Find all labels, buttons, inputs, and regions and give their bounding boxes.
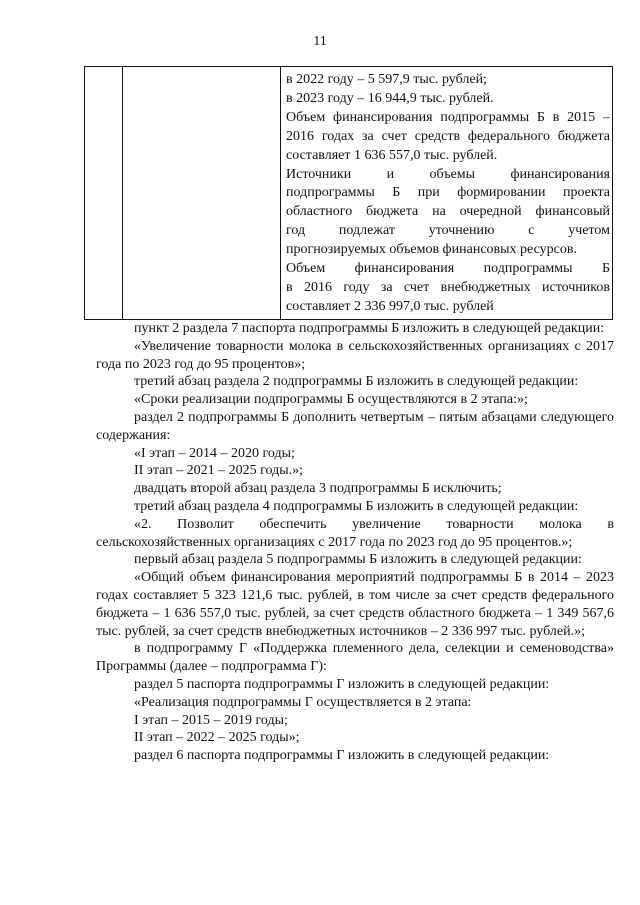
table-line: в 2022 году – 5 597,9 тыс. рублей; — [286, 72, 487, 87]
table-line: год подлежат уточнению с учетом — [286, 223, 610, 239]
paragraph: «I этап – 2014 – 2020 годы; — [134, 445, 295, 461]
paragraph: II этап – 2022 – 2025 годы»; — [134, 730, 300, 746]
table-cell-number — [85, 67, 123, 320]
passport-table — [84, 66, 613, 320]
paragraph: в подпрограмму Г «Поддержка племенного дела, селекции и семеноводства» Программы (далее – подпрограмма Г): — [96, 641, 614, 675]
paragraph: раздел 2 подпрограммы Б дополнить четвертым – пятым абзацами следующего содержания: — [96, 409, 614, 443]
table-line: составляет 2 336 997,0 тыс. рублей — [286, 298, 494, 314]
paragraph: «Реализация подпрограммы Г осуществляется в 2 этапа: — [134, 694, 472, 710]
paragraph: раздел 5 паспорта подпрограммы Г изложить в следующей редакции: — [134, 676, 550, 692]
table-cell-content — [281, 67, 613, 320]
paragraph: «Сроки реализации подпрограммы Б осуществляются в 2 этапа:»; — [134, 392, 528, 408]
table-line: прогнозируемых объемов финансовых ресурсов. — [286, 242, 577, 258]
table-line: подпрограммы Б при формировании проекта — [286, 185, 610, 201]
page-number: 11 — [313, 34, 327, 49]
table-cell-label — [123, 67, 281, 320]
paragraph: двадцать второй абзац раздела 3 подпрограммы Б исключить; — [134, 481, 502, 497]
table-line: в 2016 году за счет внебюджетных источников — [286, 279, 610, 295]
table-line: Источники и объемы финансирования — [286, 166, 610, 182]
paragraph: третий абзац раздела 2 подпрограммы Б изложить в следующей редакции: — [134, 374, 579, 390]
table-line: Объем финансирования подпрограммы Б в 2015 – — [286, 109, 610, 125]
table-line: 2016 годах за счет средств федерального бюджета — [286, 128, 610, 144]
paragraph: II этап – 2021 – 2025 годы.»; — [134, 463, 304, 479]
paragraph: «Увеличение товарности молока в сельскохозяйственных организациях с 2017 года по 2023 год до 95 процентов»; — [96, 338, 614, 372]
table-line: областного бюджета на очередной финансовый — [286, 204, 610, 220]
table-line: в 2023 году – 16 944,9 тыс. рублей. — [286, 90, 494, 106]
paragraph: пункт 2 раздела 7 паспорта подпрограммы Б изложить в следующей редакции: — [134, 321, 605, 336]
paragraph: «Общий объем финансирования мероприятий подпрограммы Б в 2014 – 2023 годах составляет 5 323 121,6 тыс. рублей, в том числе за счет средств федерального бюджета – 1 636 557,0 тыс. рублей, за счет средств областного бюджета – 1 349 567,6 тыс. рублей, за счет средств внебюджетных источников – 2 336 997 тыс. рублей.»; — [96, 570, 614, 639]
paragraph: третий абзац раздела 4 подпрограммы Б изложить в следующей редакции: — [134, 498, 579, 514]
paragraph: первый абзац раздела 5 подпрограммы Б изложить в следующей редакции: — [134, 552, 582, 568]
paragraph: «2. Позволит обеспечить увеличение товарности молока в сельскохозяйственных организациях с 2017 года по 2023 год до 95 процентов.»; — [96, 516, 614, 550]
table-line: Объем финансирования подпрограммы Б — [286, 261, 610, 277]
paragraph: раздел 6 паспорта подпрограммы Г изложить в следующей редакции: — [134, 748, 550, 764]
paragraph: I этап – 2015 – 2019 годы; — [134, 712, 288, 728]
table-line: составляет 1 636 557,0 тыс. рублей. — [286, 147, 498, 163]
document-body — [96, 320, 614, 765]
